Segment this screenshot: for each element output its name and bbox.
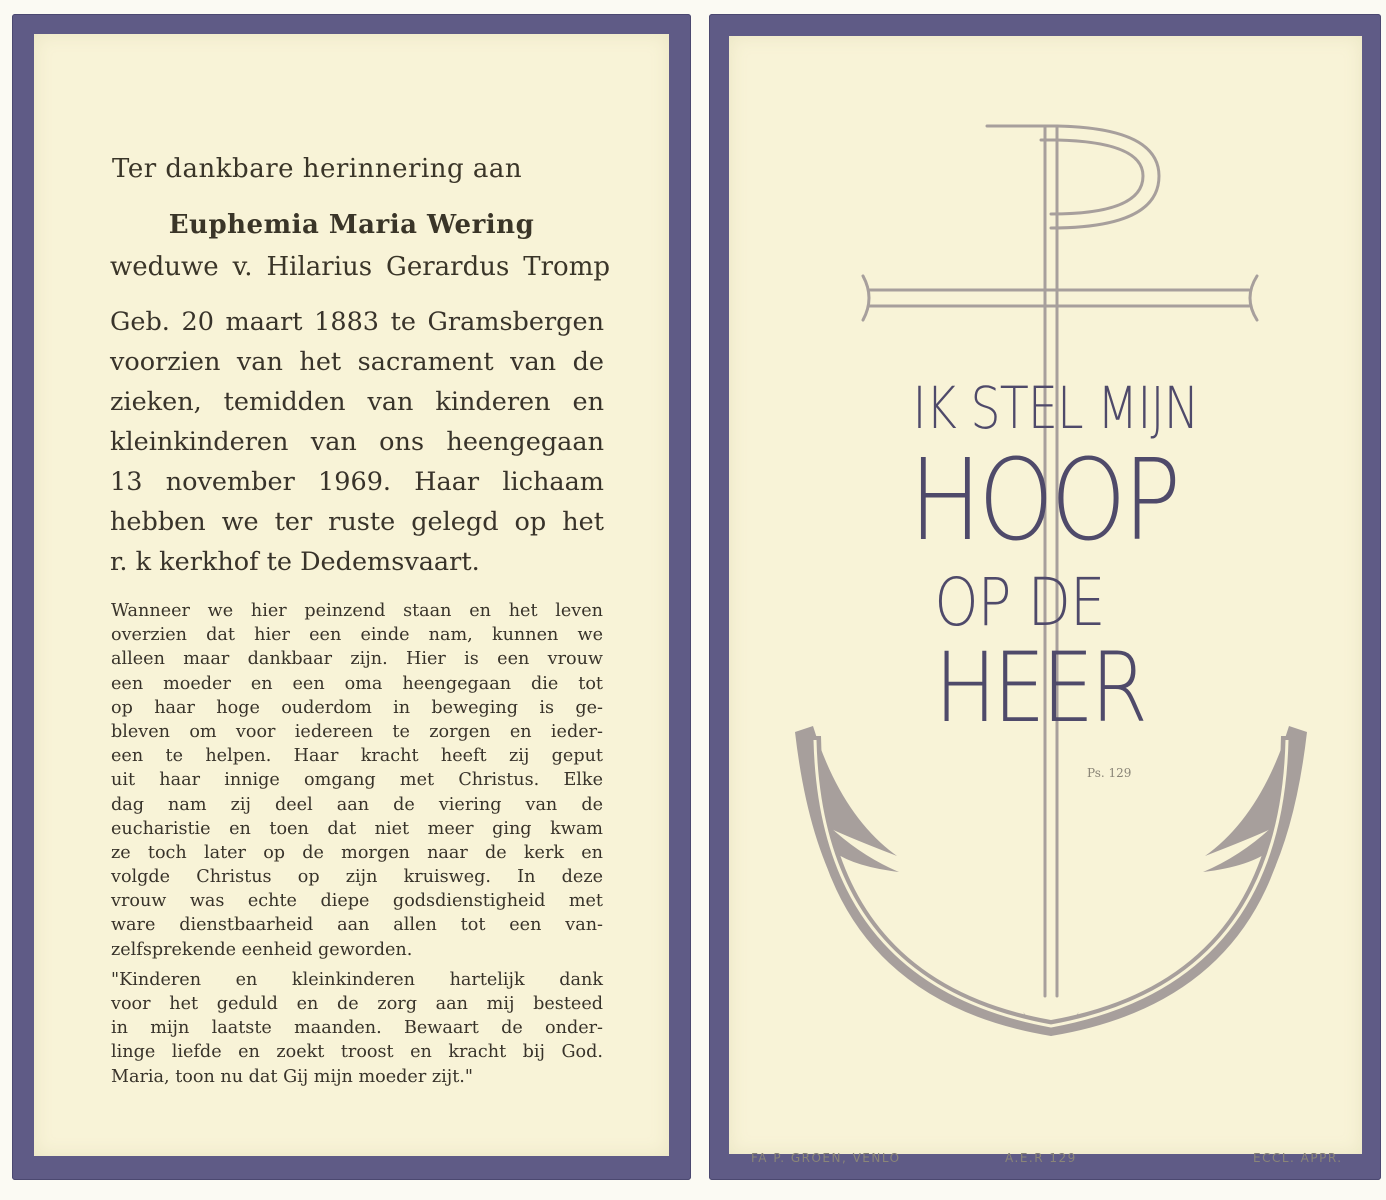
quote-line: voor het geduld en de zorg aan mij besteed <box>111 994 603 1014</box>
psalm-reference: Ps. 129 <box>1087 766 1132 780</box>
printer-credit: FA P. GROEN, VENLO <box>751 1151 901 1165</box>
motto-line-1: IK STEL MIJN <box>912 374 1199 442</box>
eulogy-line: vrouw was echte diepe godsdienstigheid met <box>111 891 603 912</box>
print-code: A.E.R 129 <box>1005 1151 1077 1165</box>
eulogy-line: bleven om voor iedereen te zorgen en ieder- <box>111 721 603 742</box>
memorial-card-image-side <box>709 14 1381 1180</box>
bio-line: 13 november 1969. Haar lichaam <box>110 467 604 497</box>
eulogy-line: eucharistie en toen dat niet meer ging kwam <box>111 818 603 839</box>
spouse-line: weduwe v. Hilarius Gerardus Tromp <box>110 252 610 282</box>
quote-line: in mijn laatste maanden. Bewaart de onder- <box>111 1018 603 1039</box>
bio-line: Geb. 20 maart 1883 te Gramsbergen <box>110 307 604 337</box>
bio-line: zieken, temidden van kinderen en <box>110 387 604 417</box>
card-paper <box>729 36 1362 1165</box>
eulogy-line: ware dienstbaarheid aan allen tot een van- <box>111 915 603 936</box>
biography <box>110 302 604 582</box>
bio-line: voorzien van het sacrament van de <box>110 347 604 377</box>
eulogy-line: een moeder en een oma heengegaan die tot <box>111 673 603 694</box>
eulogy-line: een te helpen. Haar kracht heeft zij geput <box>111 746 603 767</box>
motto-line-3: OP DE <box>934 564 1105 641</box>
eulogy-line: alleen maar dankbaar zijn. Hier is een vrouw <box>111 649 603 670</box>
eulogy-line: Wanneer we hier peinzend staan en het leven <box>111 601 603 621</box>
eulogy-line: op haar hoge ouderdom in beweging is ge- <box>111 697 603 718</box>
quote-line: Maria, toon nu dat Gij mijn moeder zijt." <box>111 1066 473 1087</box>
ecclesiastical-approval: ECCL. APPR. <box>1253 1151 1343 1165</box>
eulogy-line: dag nam zij deel aan de viering van de <box>111 794 603 815</box>
eulogy-line: uit haar innige omgang met Christus. Elke <box>111 770 603 791</box>
motto-line-4: HEER <box>934 632 1145 744</box>
eulogy-line: volgde Christus op zijn kruisweg. In deze <box>111 867 603 888</box>
eulogy-line: zelfsprekende eenheid geworden. <box>111 939 413 960</box>
bio-line: r. k kerkhof te Dedemsvaart. <box>110 547 480 577</box>
eulogy-line: overzien dat hier een einde nam, kunnen we <box>111 625 603 646</box>
motto-line-2: HOOP <box>909 436 1178 566</box>
quote-line: "Kinderen en kleinkinderen hartelijk dank <box>111 969 603 990</box>
eulogy-text <box>111 599 603 1089</box>
memorial-card-text-side <box>12 14 691 1180</box>
bio-line: kleinkinderen van ons heengegaan <box>110 427 604 457</box>
eulogy-line: ze toch later op de morgen naar de kerk en <box>111 842 603 863</box>
intro-line: Ter dankbare herinnering aan <box>112 154 523 184</box>
card-paper <box>34 34 669 1156</box>
deceased-name: Euphemia Maria Wering <box>168 210 535 240</box>
quote-line: linge liefde en zoekt troost en kracht bij God. <box>111 1042 603 1063</box>
bio-line: hebben we ter ruste gelegd op het <box>110 507 604 537</box>
